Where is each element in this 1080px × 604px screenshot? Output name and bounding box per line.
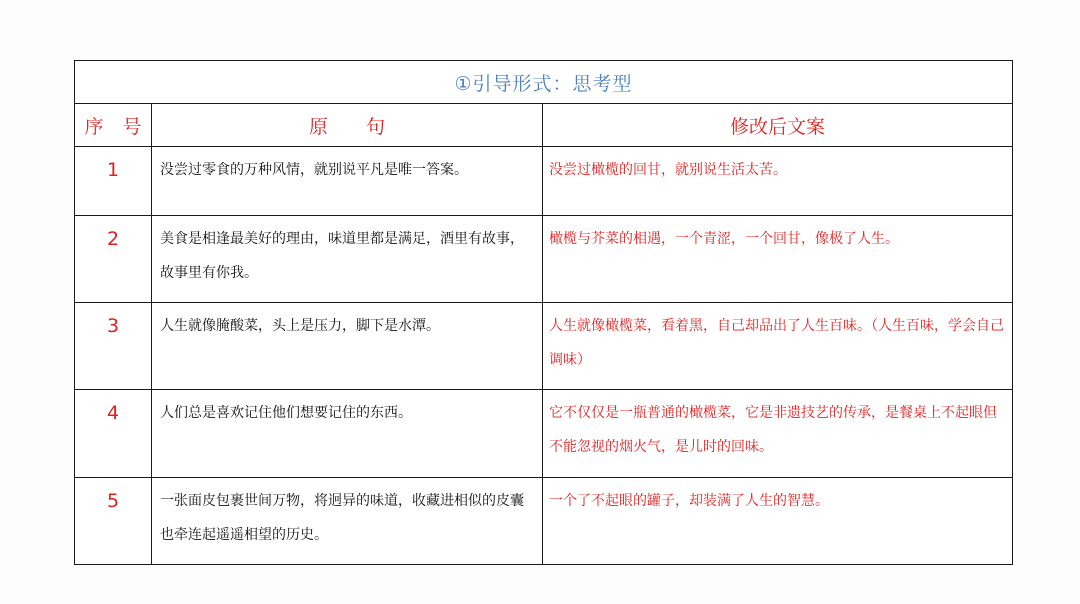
table-header-row (75, 104, 1013, 147)
row-number: 1 (75, 147, 152, 216)
original-sentence: 人生就像腌酸菜，头上是压力，脚下是水潭。 (152, 303, 543, 390)
table-row (75, 390, 1013, 478)
row-number: 3 (75, 303, 152, 390)
modified-copy: 没尝过橄榄的回甘，就别说生活太苦。 (543, 147, 1013, 216)
table-title: ①引导形式：思考型 (75, 61, 1013, 104)
row-number: 5 (75, 478, 152, 565)
modified-copy: 一个了不起眼的罐子，却装满了人生的智慧。 (543, 478, 1013, 565)
original-sentence: 一张面皮包裹世间万物，将迥异的味道，收藏进相似的皮囊也牵连起遥遥相望的历史。 (152, 478, 543, 565)
table-row (75, 478, 1013, 565)
table-row (75, 147, 1013, 216)
original-sentence: 人们总是喜欢记住他们想要记住的东西。 (152, 390, 543, 478)
modified-copy: 橄榄与芥菜的相遇，一个青涩，一个回甘，像极了人生。 (543, 216, 1013, 303)
table-title-row (75, 61, 1013, 104)
header-original: 原 句 (152, 104, 543, 147)
original-sentence: 美食是相逢最美好的理由，味道里都是满足，酒里有故事，故事里有你我。 (152, 216, 543, 303)
modified-copy: 它不仅仅是一瓶普通的橄榄菜，它是非遗技艺的传承，是餐桌上不起眼但不能忽视的烟火气，是儿时的回味。 (543, 390, 1013, 478)
header-number: 序 号 (75, 104, 152, 147)
original-sentence: 没尝过零食的万种风情，就别说平凡是唯一答案。 (152, 147, 543, 216)
row-number: 4 (75, 390, 152, 478)
table-row (75, 216, 1013, 303)
modified-copy: 人生就像橄榄菜，看着黑，自己却品出了人生百味。（人生百味，学会自己调味） (543, 303, 1013, 390)
row-number: 2 (75, 216, 152, 303)
header-modified: 修改后文案 (543, 104, 1013, 147)
table-row (75, 303, 1013, 390)
copywriting-table (74, 60, 1013, 565)
